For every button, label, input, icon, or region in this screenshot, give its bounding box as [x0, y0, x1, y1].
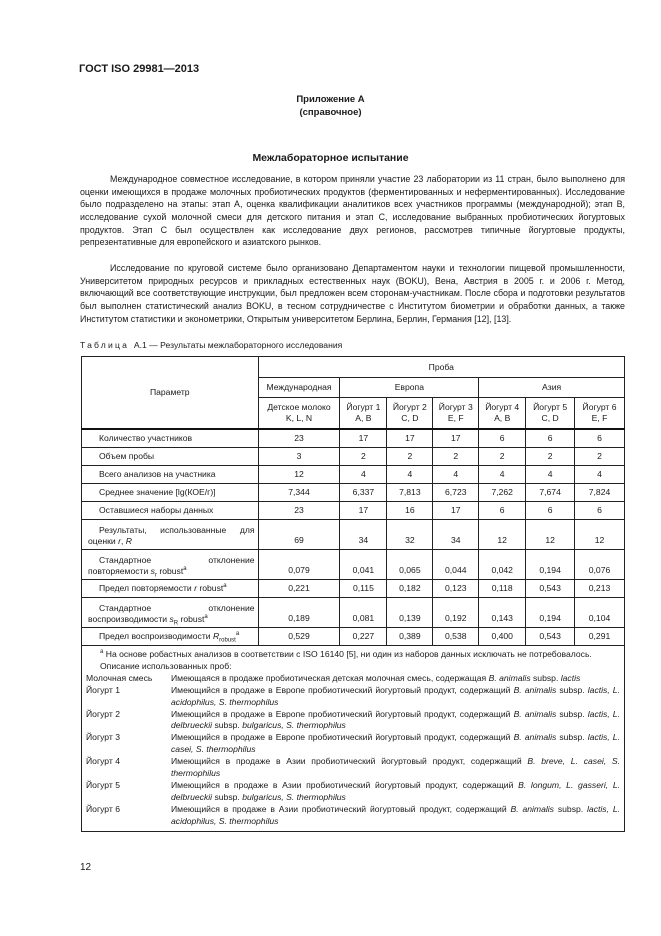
- text-fragment: B. animalis: [488, 672, 531, 683]
- text-fragment: s: [150, 566, 155, 576]
- text-fragment: r: [194, 583, 197, 593]
- table-cell: 0,543: [526, 628, 575, 646]
- group-header: Азия: [479, 378, 625, 398]
- table-row: [82, 598, 625, 628]
- description-key: Йогурт 5: [86, 779, 120, 790]
- description-text: [171, 685, 620, 709]
- footnote: [86, 649, 620, 661]
- text-fragment: s: [169, 614, 174, 624]
- table-cell: 0,194: [526, 598, 575, 628]
- text-fragment: robust: [197, 583, 224, 593]
- param-header: Параметр: [82, 357, 259, 430]
- description-text: [171, 804, 620, 828]
- table-row: [82, 429, 625, 448]
- table-cell: 0,227: [340, 628, 387, 646]
- description-key: Йогурт 2: [86, 708, 120, 719]
- table-cell: 2: [387, 448, 433, 466]
- row-label: [82, 502, 259, 520]
- text-fragment: a: [223, 583, 227, 590]
- table-cell: 0,118: [479, 580, 526, 598]
- section-title: Межлабораторное испытание: [252, 152, 409, 164]
- text-fragment: bulgaricus, S. thermophilus: [242, 720, 346, 731]
- description-item: [86, 709, 620, 733]
- table-row: [82, 502, 625, 520]
- table-cell: 6: [479, 502, 526, 520]
- column-header: [258, 398, 340, 430]
- text-fragment: R: [125, 536, 132, 546]
- text-fragment: subsp.: [556, 708, 588, 719]
- table-caption: [80, 340, 342, 350]
- description-key: Йогурт 4: [86, 756, 120, 767]
- table-row: [82, 466, 625, 484]
- table-cell: 17: [340, 429, 387, 448]
- table-cell: 0,529: [258, 628, 340, 646]
- text-fragment: Предел повторяемости: [99, 583, 195, 593]
- table-cell: 4: [387, 466, 433, 484]
- column-labs: A, B: [494, 413, 511, 423]
- table-cell: 7,813: [387, 484, 433, 502]
- text-fragment: lactis, L. casei, S. thermophilus: [171, 732, 620, 755]
- table-cell: 6: [526, 429, 575, 448]
- text-fragment: subsp.: [530, 672, 561, 683]
- table-cell: 0,139: [387, 598, 433, 628]
- table-cell: 0,192: [433, 598, 479, 628]
- table-cell: 0,194: [526, 550, 575, 580]
- table-cell: 2: [479, 448, 526, 466]
- text-fragment: Результаты, использованные для оценки: [88, 525, 255, 546]
- table-cell: 23: [258, 502, 340, 520]
- table-cell: 4: [479, 466, 526, 484]
- column-name: Детское молоко: [267, 402, 331, 412]
- table-cell: 0,081: [340, 598, 387, 628]
- column-name: Йогурт 3: [438, 402, 473, 412]
- table-cell: 12: [526, 520, 575, 550]
- text-fragment: B. animalis: [513, 708, 557, 719]
- table-cell: 0,076: [575, 550, 625, 580]
- text-fragment: a: [235, 631, 240, 638]
- text-fragment: R: [212, 631, 220, 641]
- column-labs: A, B: [355, 413, 372, 423]
- text-fragment: Имеющийся в продаже в Азии пробиотический йогуртовый продукт, содержащий: [171, 756, 528, 767]
- table-row: [82, 550, 625, 580]
- table-cell: 4: [433, 466, 479, 484]
- column-header: [340, 398, 387, 430]
- table-cell: 17: [433, 429, 479, 448]
- column-name: Йогурт 6: [582, 402, 617, 412]
- table-cell: 23: [258, 429, 340, 448]
- text-fragment: B. animalis: [513, 684, 557, 695]
- page-number: 12: [80, 862, 92, 873]
- row-label: [82, 628, 259, 646]
- table-cell: 0,044: [433, 550, 479, 580]
- row-label: [82, 429, 259, 448]
- text-fragment: robust: [178, 614, 205, 624]
- table-cell: 0,221: [258, 580, 340, 598]
- paragraph: Исследование по круговой системе было организовано Департаментом науки и технологии пищевой промышленности, Университетом природных ресурсов и прикладных естественных наук (BOKU), Вена, Австрия в 2005 г. и 2006 г. Метод, включающий все соответствующие инструкции, был предложен всем сторонам-участникам. После сбора и подготовки результатов был выполнен статистический анализ BOKU, в тесном сотрудничестве с Институтом биометрии и обработки данных, а также Институтом статистики и эконометрики, Открытым университетом Берлина, Берлин, Германия [12], [13].: [80, 263, 625, 324]
- table-cell: 0,389: [387, 628, 433, 646]
- table-cell: 17: [387, 429, 433, 448]
- column-labs: E, F: [447, 413, 464, 423]
- description-key: Йогурт 1: [86, 684, 120, 695]
- text-fragment: lactis: [560, 672, 581, 683]
- row-label: [82, 598, 259, 628]
- table-cell: 2: [340, 448, 387, 466]
- text-fragment: lactis, L. delbrueckii: [171, 708, 620, 731]
- text-fragment: B. breve, L. casei, S. thermophilus: [171, 756, 620, 779]
- table-cell: 4: [575, 466, 625, 484]
- column-labs: C, D: [401, 413, 419, 423]
- text-fragment: a: [100, 649, 104, 656]
- table-cell: 12: [575, 520, 625, 550]
- text-fragment: subsp.: [212, 791, 243, 802]
- text-fragment: Имеющийся в продаже в Европе пробиотический йогуртовый продукт, содержащий: [171, 732, 514, 743]
- text-fragment: Среднее значение [lg(КОЕ/г)]: [99, 487, 216, 497]
- description-item: [86, 673, 620, 685]
- paragraph: Международное совместное исследование, в котором приняли участие 23 лаборатории из 11 стран, было выполнено для оценки имеющихся в продаже молочных пробиотических продуктов (ферментированных и неферментированных). Исследование было подразделено на этапы: этап А, оценка квалификации аналитиков всех участников программы (международной); этап В, исследование сухой молочной смеси для детского питания и этап С, исследование выбранных пробиотических йогуртовых продуктов. Этап С был осуществлен как исследование двух регионов, рассмотрев типичные йогуртовые продукты, репрезентативные для европейского и азиатского рынков.: [80, 174, 625, 248]
- results-table: [81, 356, 625, 832]
- table-cell: 0,189: [258, 598, 340, 628]
- table-cell: 17: [433, 502, 479, 520]
- table-cell: 16: [387, 502, 433, 520]
- column-header: [575, 398, 625, 430]
- document-code: ГОСТ ISO 29981—2013: [79, 63, 200, 75]
- table-cell: 2: [575, 448, 625, 466]
- table-cell: 0,291: [575, 628, 625, 646]
- table-row: [82, 520, 625, 550]
- description-key: Йогурт 3: [86, 732, 120, 743]
- sample-header: Проба: [258, 357, 624, 378]
- column-labs: C, D: [541, 413, 559, 423]
- table-cell: 0,400: [479, 628, 526, 646]
- row-label: [82, 580, 259, 598]
- column-header: [479, 398, 526, 430]
- column-name: Йогурт 2: [392, 402, 427, 412]
- table-cell: 7,674: [526, 484, 575, 502]
- table-cell: 0,079: [258, 550, 340, 580]
- text-fragment: robust: [219, 637, 236, 644]
- table-cell: 6: [479, 429, 526, 448]
- text-fragment: lactis, L. acidophilus, S. thermophilus: [171, 684, 620, 707]
- table-cell: 6,337: [340, 484, 387, 502]
- table-cell: 0,041: [340, 550, 387, 580]
- table-cell: 17: [340, 502, 387, 520]
- description-key: Йогурт 6: [86, 803, 120, 814]
- description-key: Молочная смесь: [86, 672, 153, 683]
- text-fragment: Имеющийся в продаже в Европе пробиотический йогуртовый продукт, содержащий: [171, 708, 514, 719]
- table-cell: 6: [575, 429, 625, 448]
- table-row: [82, 448, 625, 466]
- table-cell: 0,123: [433, 580, 479, 598]
- text-fragment: subsp.: [556, 732, 588, 743]
- table-row: [82, 580, 625, 598]
- table-cell: 6: [575, 502, 625, 520]
- column-name: Йогурт 4: [485, 402, 520, 412]
- table-cell: 69: [258, 520, 340, 550]
- description-item: [86, 756, 620, 780]
- table-cell: 7,262: [479, 484, 526, 502]
- table-cell: 0,213: [575, 580, 625, 598]
- table-cell: 7,344: [258, 484, 340, 502]
- description-item: [86, 780, 620, 804]
- table-cell: 0,543: [526, 580, 575, 598]
- table-cell: 7,824: [575, 484, 625, 502]
- table-cell: 0,042: [479, 550, 526, 580]
- table-cell: 12: [479, 520, 526, 550]
- table-cell: 34: [340, 520, 387, 550]
- description-text: [171, 732, 620, 756]
- description-item: [86, 804, 620, 828]
- column-header: [387, 398, 433, 430]
- table-cell: 12: [258, 466, 340, 484]
- table-cell: 0,182: [387, 580, 433, 598]
- descriptions-title: Описание использованных проб:: [100, 660, 232, 671]
- annex-heading: [0, 93, 661, 119]
- table-cell: 2: [433, 448, 479, 466]
- text-fragment: B. longum, L. gasseri, L. delbrueckii: [171, 779, 620, 802]
- text-fragment: Всего анализов на участника: [99, 469, 216, 479]
- text-fragment: Предел воспроизводимости: [99, 631, 213, 641]
- row-label: [82, 448, 259, 466]
- text-fragment: R: [173, 620, 179, 627]
- footnote-cell: [82, 646, 625, 832]
- group-header: Европа: [340, 378, 479, 398]
- description-item: [86, 732, 620, 756]
- text-fragment: Имеющийся в продаже в Европе пробиотический йогуртовый продукт, содержащий: [171, 684, 514, 695]
- text-fragment: a: [183, 566, 187, 573]
- table-cell: 4: [340, 466, 387, 484]
- table-cell: 3: [258, 448, 340, 466]
- table-cell: 34: [433, 520, 479, 550]
- table-cell: 0,538: [433, 628, 479, 646]
- table-cell: 32: [387, 520, 433, 550]
- text-fragment: B. animalis: [513, 732, 557, 743]
- table-caption-text: А.1 — Результаты межлабораторного исследования: [133, 340, 343, 350]
- text-fragment: Оставшиеся наборы данных: [99, 505, 214, 515]
- table-cell: 6: [526, 502, 575, 520]
- text-fragment: На основе робастных анализов в соответствии с ISO 16140 [5], ни один из наборов данных исключать не потребовалось.: [103, 649, 592, 659]
- text-fragment: lactis, L. acidophilus, S. thermophilus: [171, 803, 620, 826]
- text-fragment: Стандартное отклонение повторяемости: [88, 555, 255, 576]
- text-fragment: a: [204, 614, 208, 621]
- text-fragment: subsp.: [212, 720, 243, 731]
- description-text: [171, 709, 620, 733]
- row-label: [82, 466, 259, 484]
- footnote-row: [82, 646, 625, 832]
- column-header: [433, 398, 479, 430]
- text-fragment: B. animalis: [510, 803, 554, 814]
- text-fragment: r: [154, 572, 157, 579]
- table-cell: 0,104: [575, 598, 625, 628]
- table-cell: 0,115: [340, 580, 387, 598]
- description-item: [86, 685, 620, 709]
- column-labs: K, L, N: [285, 413, 313, 423]
- column-labs: E, F: [591, 413, 608, 423]
- text-fragment: Имеющийся в продаже в Азии пробиотический йогуртовый продукт, содержащий: [171, 779, 519, 790]
- table-row: [82, 484, 625, 502]
- table-cell: 0,065: [387, 550, 433, 580]
- text-fragment: subsp.: [553, 803, 587, 814]
- description-text: [171, 780, 620, 804]
- table-cell: 2: [526, 448, 575, 466]
- description-text: [171, 756, 620, 780]
- description-text: [171, 673, 620, 685]
- column-name: Йогурт 1: [346, 402, 381, 412]
- text-fragment: Имеющийся в продаже в Азии пробиотический йогуртовый продукт, содержащий: [171, 803, 511, 814]
- text-fragment: bulgaricus, S. thermophilus: [242, 791, 346, 802]
- table-cell: 4: [526, 466, 575, 484]
- text-fragment: Имеющаяся в продаже пробиотическая детская молочная смесь, содержащая: [171, 672, 489, 683]
- column-name: Йогурт 5: [533, 402, 568, 412]
- text-fragment: Количество участников: [99, 433, 193, 443]
- text-fragment: Объем пробы: [99, 451, 155, 461]
- text-fragment: Стандартное отклонение воспроизводимости: [88, 603, 255, 624]
- annex-subtitle: (справочное): [299, 107, 362, 118]
- text-fragment: subsp.: [556, 684, 588, 695]
- text-fragment: ,: [120, 536, 126, 546]
- row-label: [82, 484, 259, 502]
- table-cell: 0,143: [479, 598, 526, 628]
- row-label: [82, 550, 259, 580]
- table-cell: 6,723: [433, 484, 479, 502]
- group-header: Международная: [258, 378, 340, 398]
- column-header: [526, 398, 575, 430]
- header-row: [82, 357, 625, 378]
- table-caption-prefix: Таблица: [80, 340, 130, 350]
- text-fragment: robust: [156, 566, 184, 576]
- text-fragment: r: [118, 536, 121, 546]
- table-row: [82, 628, 625, 646]
- row-label: [82, 520, 259, 550]
- annex-title: Приложение А: [296, 94, 365, 105]
